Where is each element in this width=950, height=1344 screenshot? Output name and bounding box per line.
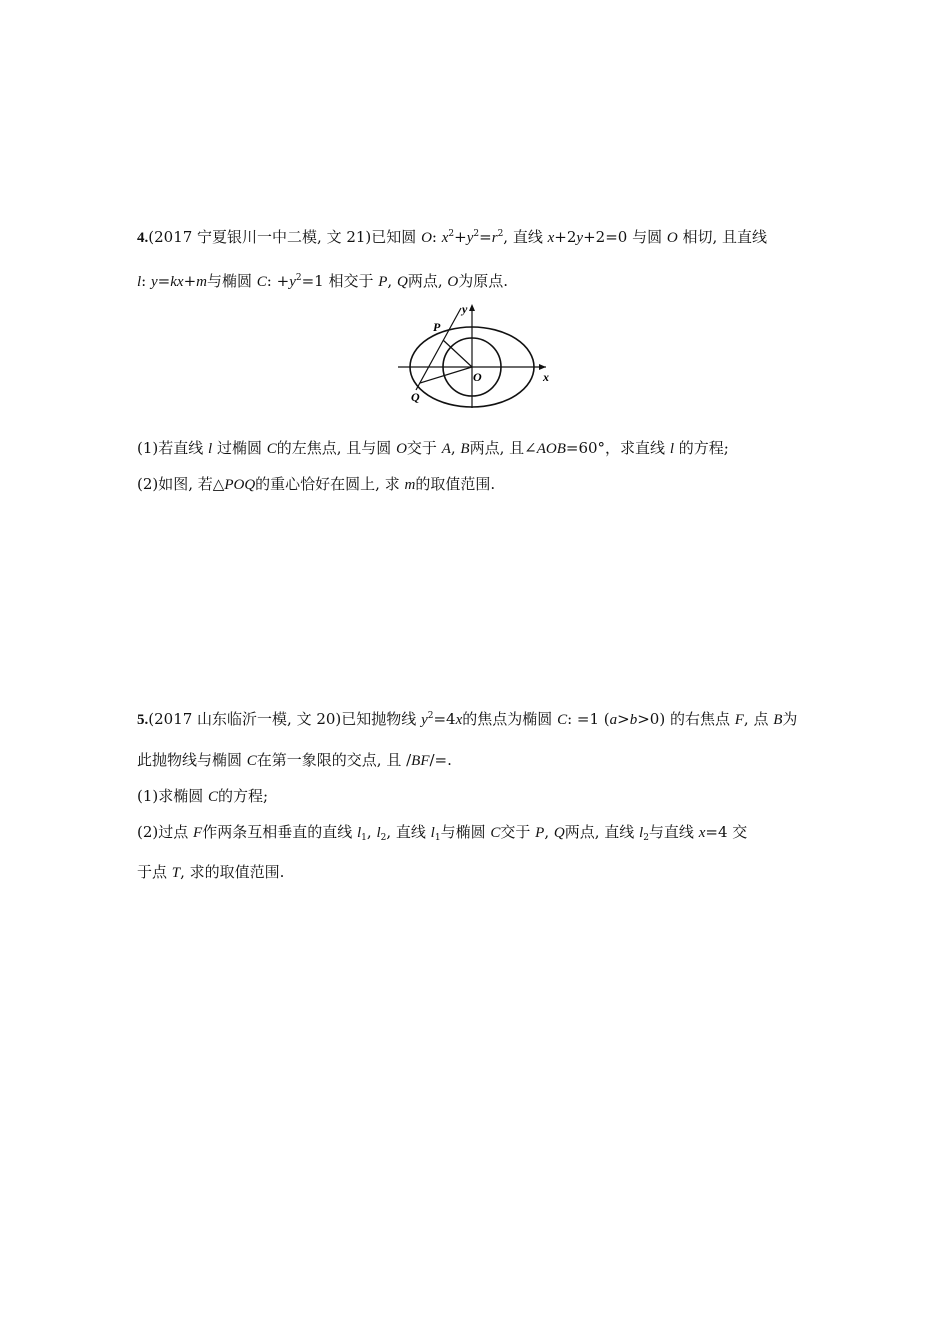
y-axis-arrow xyxy=(469,304,475,311)
math-var: x xyxy=(698,825,706,841)
math-var: O xyxy=(396,441,407,457)
math-var: l xyxy=(376,825,381,841)
math-var: O xyxy=(666,230,678,246)
problem5-line1 xyxy=(137,709,797,730)
math-var: C xyxy=(246,753,257,769)
subscript: 1 xyxy=(361,833,367,843)
problem5-question2 xyxy=(137,822,747,843)
problem5-source: (2017 山东临沂一模, 文 20) xyxy=(148,710,342,728)
text: , xyxy=(544,823,554,841)
math-var: B xyxy=(773,712,783,728)
math-var: T xyxy=(171,865,181,881)
math-var: C xyxy=(266,441,277,457)
text: 于点 xyxy=(137,863,172,881)
text: (1)求椭圆 xyxy=(137,787,209,805)
math-var: l xyxy=(356,825,362,841)
text: , 直线 xyxy=(386,823,431,841)
text: >0) 的右焦点 xyxy=(637,710,735,728)
math-var: C xyxy=(256,274,267,290)
math-var: P xyxy=(378,274,388,290)
superscript: 2 xyxy=(448,229,455,239)
text: , xyxy=(387,272,397,290)
math-var: l xyxy=(669,441,674,457)
text: : xyxy=(431,228,442,246)
math-var: y xyxy=(289,274,296,290)
text: , xyxy=(450,439,461,457)
math-var: y xyxy=(466,230,474,246)
math-var: m xyxy=(196,274,207,290)
text: /=. xyxy=(429,751,452,769)
math-var: O xyxy=(421,230,432,246)
math-var: O xyxy=(447,274,459,290)
superscript: 2 xyxy=(497,229,504,239)
label-p: P xyxy=(433,320,441,334)
problem4-question1 xyxy=(137,438,729,459)
math-var: m xyxy=(404,477,416,493)
text: , 直线 xyxy=(503,228,548,246)
text: 作两条互相垂直的直线 xyxy=(202,823,357,841)
math-var: a xyxy=(609,712,618,728)
text: : + xyxy=(266,272,290,290)
text: 两点, 直线 xyxy=(564,823,640,841)
text: = xyxy=(479,228,492,246)
math-var: B xyxy=(460,441,470,457)
problem5-line2 xyxy=(137,750,452,771)
math-var: kx xyxy=(170,274,184,290)
superscript: 2 xyxy=(473,229,480,239)
text: 为 xyxy=(782,710,798,728)
math-var: AOB xyxy=(536,441,566,457)
text: 的左焦点, 且与圆 xyxy=(276,439,397,457)
math-var: BF xyxy=(411,753,430,769)
problem5-number: 5. xyxy=(137,712,149,728)
label-q: Q xyxy=(411,390,420,404)
math-var: POQ xyxy=(224,477,256,493)
math-var: C xyxy=(208,789,219,805)
math-var: r xyxy=(491,230,498,246)
text: +2 xyxy=(554,228,577,246)
text: 两点, xyxy=(407,272,448,290)
math-var: C xyxy=(557,712,568,728)
text: , xyxy=(366,823,377,841)
label-y: y xyxy=(462,302,468,316)
label-o: O xyxy=(473,370,482,384)
text: + xyxy=(454,228,467,246)
superscript: 2 xyxy=(295,273,302,283)
text: 交于 xyxy=(500,823,536,841)
text: 相切, 且直线 xyxy=(677,228,768,246)
math-var: A xyxy=(441,441,451,457)
text: =4 交 xyxy=(705,823,748,841)
subscript: 2 xyxy=(643,833,649,843)
ellipse-circle-figure xyxy=(396,300,556,410)
problem4-line2 xyxy=(137,271,508,292)
text: 交于 xyxy=(406,439,442,457)
math-var: F xyxy=(193,825,203,841)
text: (1)若直线 xyxy=(137,439,209,457)
subscript: 2 xyxy=(380,833,387,843)
problem4-question2 xyxy=(137,474,495,495)
text: 的重心恰好在圆上, 求 xyxy=(255,475,405,493)
math-var: b xyxy=(629,712,638,728)
text: =60°，求直线 xyxy=(565,439,670,457)
text: 过椭圆 xyxy=(212,439,267,457)
text: , 求的取值范围. xyxy=(180,863,285,881)
text: , 点 xyxy=(743,710,774,728)
problem4-source: (2017 宁夏银川一中二模, 文 21) xyxy=(148,228,372,246)
text: =0 与圆 xyxy=(605,228,667,246)
text: 已知圆 xyxy=(371,228,422,246)
text: 在第一象限的交点, 且 / xyxy=(256,751,412,769)
text: 此抛物线与椭圆 xyxy=(137,751,247,769)
math-var: x xyxy=(455,712,463,728)
superscript: 2 xyxy=(427,711,434,721)
text: 的方程; xyxy=(673,439,729,457)
text: 的焦点为椭圆 xyxy=(462,710,558,728)
math-var: l xyxy=(430,825,435,841)
math-var: y xyxy=(151,274,158,290)
text: 与椭圆 xyxy=(207,272,257,290)
text: (2)如图, 若△ xyxy=(137,475,225,493)
problem4-number: 4. xyxy=(137,230,149,246)
text: = xyxy=(157,272,171,290)
problem5-question1 xyxy=(137,786,268,807)
math-var: l xyxy=(208,441,213,457)
text: 与椭圆 xyxy=(440,823,491,841)
math-var: Q xyxy=(553,825,565,841)
math-var: P xyxy=(535,825,545,841)
text: 已知抛物线 xyxy=(341,710,422,728)
problem4-line1 xyxy=(137,227,767,248)
text: (2)过点 xyxy=(137,823,194,841)
text: : xyxy=(141,272,151,290)
text: : =1 ( xyxy=(567,710,610,728)
text: 两点, 且∠ xyxy=(469,439,537,457)
math-var: F xyxy=(734,712,744,728)
math-var: l xyxy=(137,274,142,290)
math-var: y xyxy=(576,230,584,246)
text: 的方程; xyxy=(218,787,269,805)
text: =1 相交于 xyxy=(301,272,379,290)
math-var: x xyxy=(441,230,449,246)
math-var: C xyxy=(490,825,501,841)
text: +2 xyxy=(583,228,606,246)
math-var: x xyxy=(547,230,555,246)
text: 为原点. xyxy=(458,272,508,290)
text: > xyxy=(617,710,630,728)
math-var: y xyxy=(421,712,428,728)
text: =4 xyxy=(433,710,456,728)
text: 的取值范围. xyxy=(415,475,496,493)
math-var: Q xyxy=(396,274,408,290)
segment-op xyxy=(443,340,472,367)
text: + xyxy=(183,272,197,290)
label-x: x xyxy=(543,370,549,384)
text: 与直线 xyxy=(648,823,699,841)
math-var: l xyxy=(639,825,644,841)
subscript: 1 xyxy=(434,833,441,843)
problem5-question2-cont xyxy=(137,862,284,883)
